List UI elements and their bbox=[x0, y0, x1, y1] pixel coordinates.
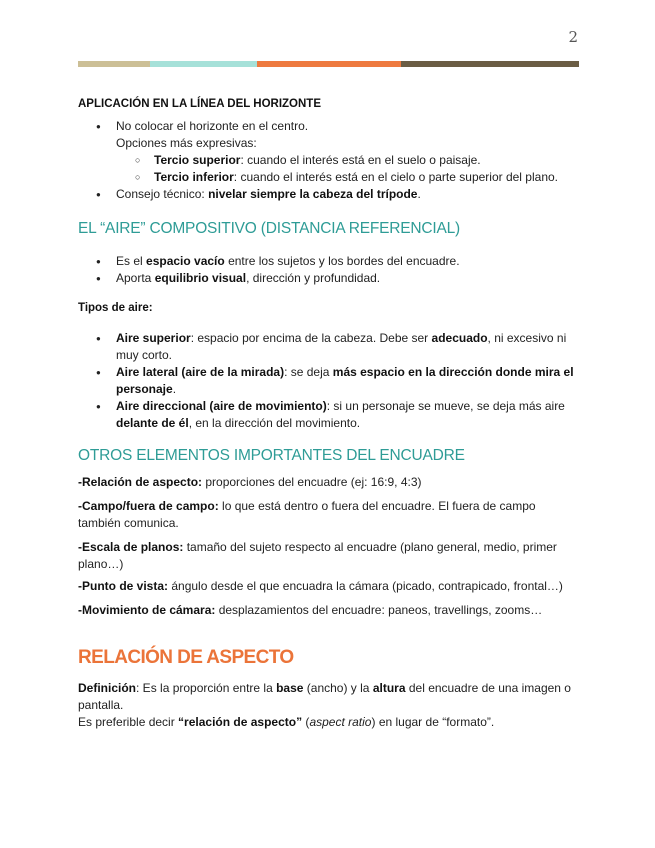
tipos-aire-list bbox=[78, 330, 578, 432]
page-number: 2 bbox=[568, 28, 578, 46]
otros-item: -Escala de planos: tamaño del sujeto respecto al encuadre (plano general, medio, primer plano…) bbox=[78, 540, 557, 571]
color-bar-segment-brown bbox=[401, 61, 579, 67]
horizonte-list bbox=[78, 118, 578, 203]
horizonte-sublist bbox=[78, 152, 578, 186]
color-bar-segment-aqua bbox=[150, 61, 257, 67]
list-item: ● Consejo técnico: nivelar siempre la cabeza del trípode. bbox=[78, 186, 578, 203]
list-item: ● Es el espacio vacío entre los sujetos y los bordes del encuadre. bbox=[78, 253, 578, 270]
tipos-de-aire-label: Tipos de aire: bbox=[78, 302, 153, 314]
color-bar-segment-orange bbox=[257, 61, 401, 67]
otros-section-heading: OTROS ELEMENTOS IMPORTANTES DEL ENCUADRE bbox=[78, 447, 465, 464]
list-item: ● No colocar el horizonte en el centro. Opciones más expresivas: ○ Tercio superior: cuando el interés está en el suelo o paisaje. ○ Tercio inferior: cuando el interés está en el cielo o parte superior del plano. bbox=[78, 118, 578, 186]
aire-list bbox=[78, 253, 578, 287]
definicion-paragraph: Definición: Es la proporción entre la base (ancho) y la altura del encuadre de una imagen o pantalla. Es preferible decir “relación de aspecto” (aspect ratio) en lugar de “formato”. bbox=[78, 681, 571, 729]
list-item: ○ Tercio superior: cuando el interés está en el suelo o paisaje. bbox=[78, 152, 578, 169]
color-bar-segment-beige bbox=[78, 61, 150, 67]
relacion-aspecto-heading: RELACIÓN DE ASPECTO bbox=[78, 647, 294, 668]
otros-item: -Relación de aspecto: proporciones del encuadre (ej: 16:9, 4:3) bbox=[78, 475, 422, 489]
list-item: ● Aire direccional (aire de movimiento): si un personaje se mueve, se deja más aire delante de él, en la dirección del movimiento. bbox=[78, 398, 578, 432]
otros-item: -Campo/fuera de campo: lo que está dentro o fuera del encuadre. El fuera de campo también comunica. bbox=[78, 499, 536, 530]
list-item: ● Aire superior: espacio por encima de la cabeza. Debe ser adecuado, ni excesivo ni muy corto. bbox=[78, 330, 578, 364]
aire-section-heading: EL “AIRE” COMPOSITIVO (DISTANCIA REFERENCIAL) bbox=[78, 220, 460, 237]
list-item: ● Aporta equilibrio visual, dirección y profundidad. bbox=[78, 270, 578, 287]
list-item: ○ Tercio inferior: cuando el interés está en el cielo o parte superior del plano. bbox=[78, 169, 578, 186]
otros-item: -Movimiento de cámara: desplazamientos del encuadre: paneos, travellings, zooms… bbox=[78, 603, 543, 617]
header-color-bar bbox=[78, 61, 579, 67]
otros-item: -Punto de vista: ángulo desde el que encuadra la cámara (picado, contrapicado, frontal…) bbox=[78, 579, 563, 593]
horizonte-title: APLICACIÓN EN LA LÍNEA DEL HORIZONTE bbox=[78, 98, 321, 110]
list-item: ● Aire lateral (aire de la mirada): se deja más espacio en la dirección donde mira el personaje. bbox=[78, 364, 578, 398]
